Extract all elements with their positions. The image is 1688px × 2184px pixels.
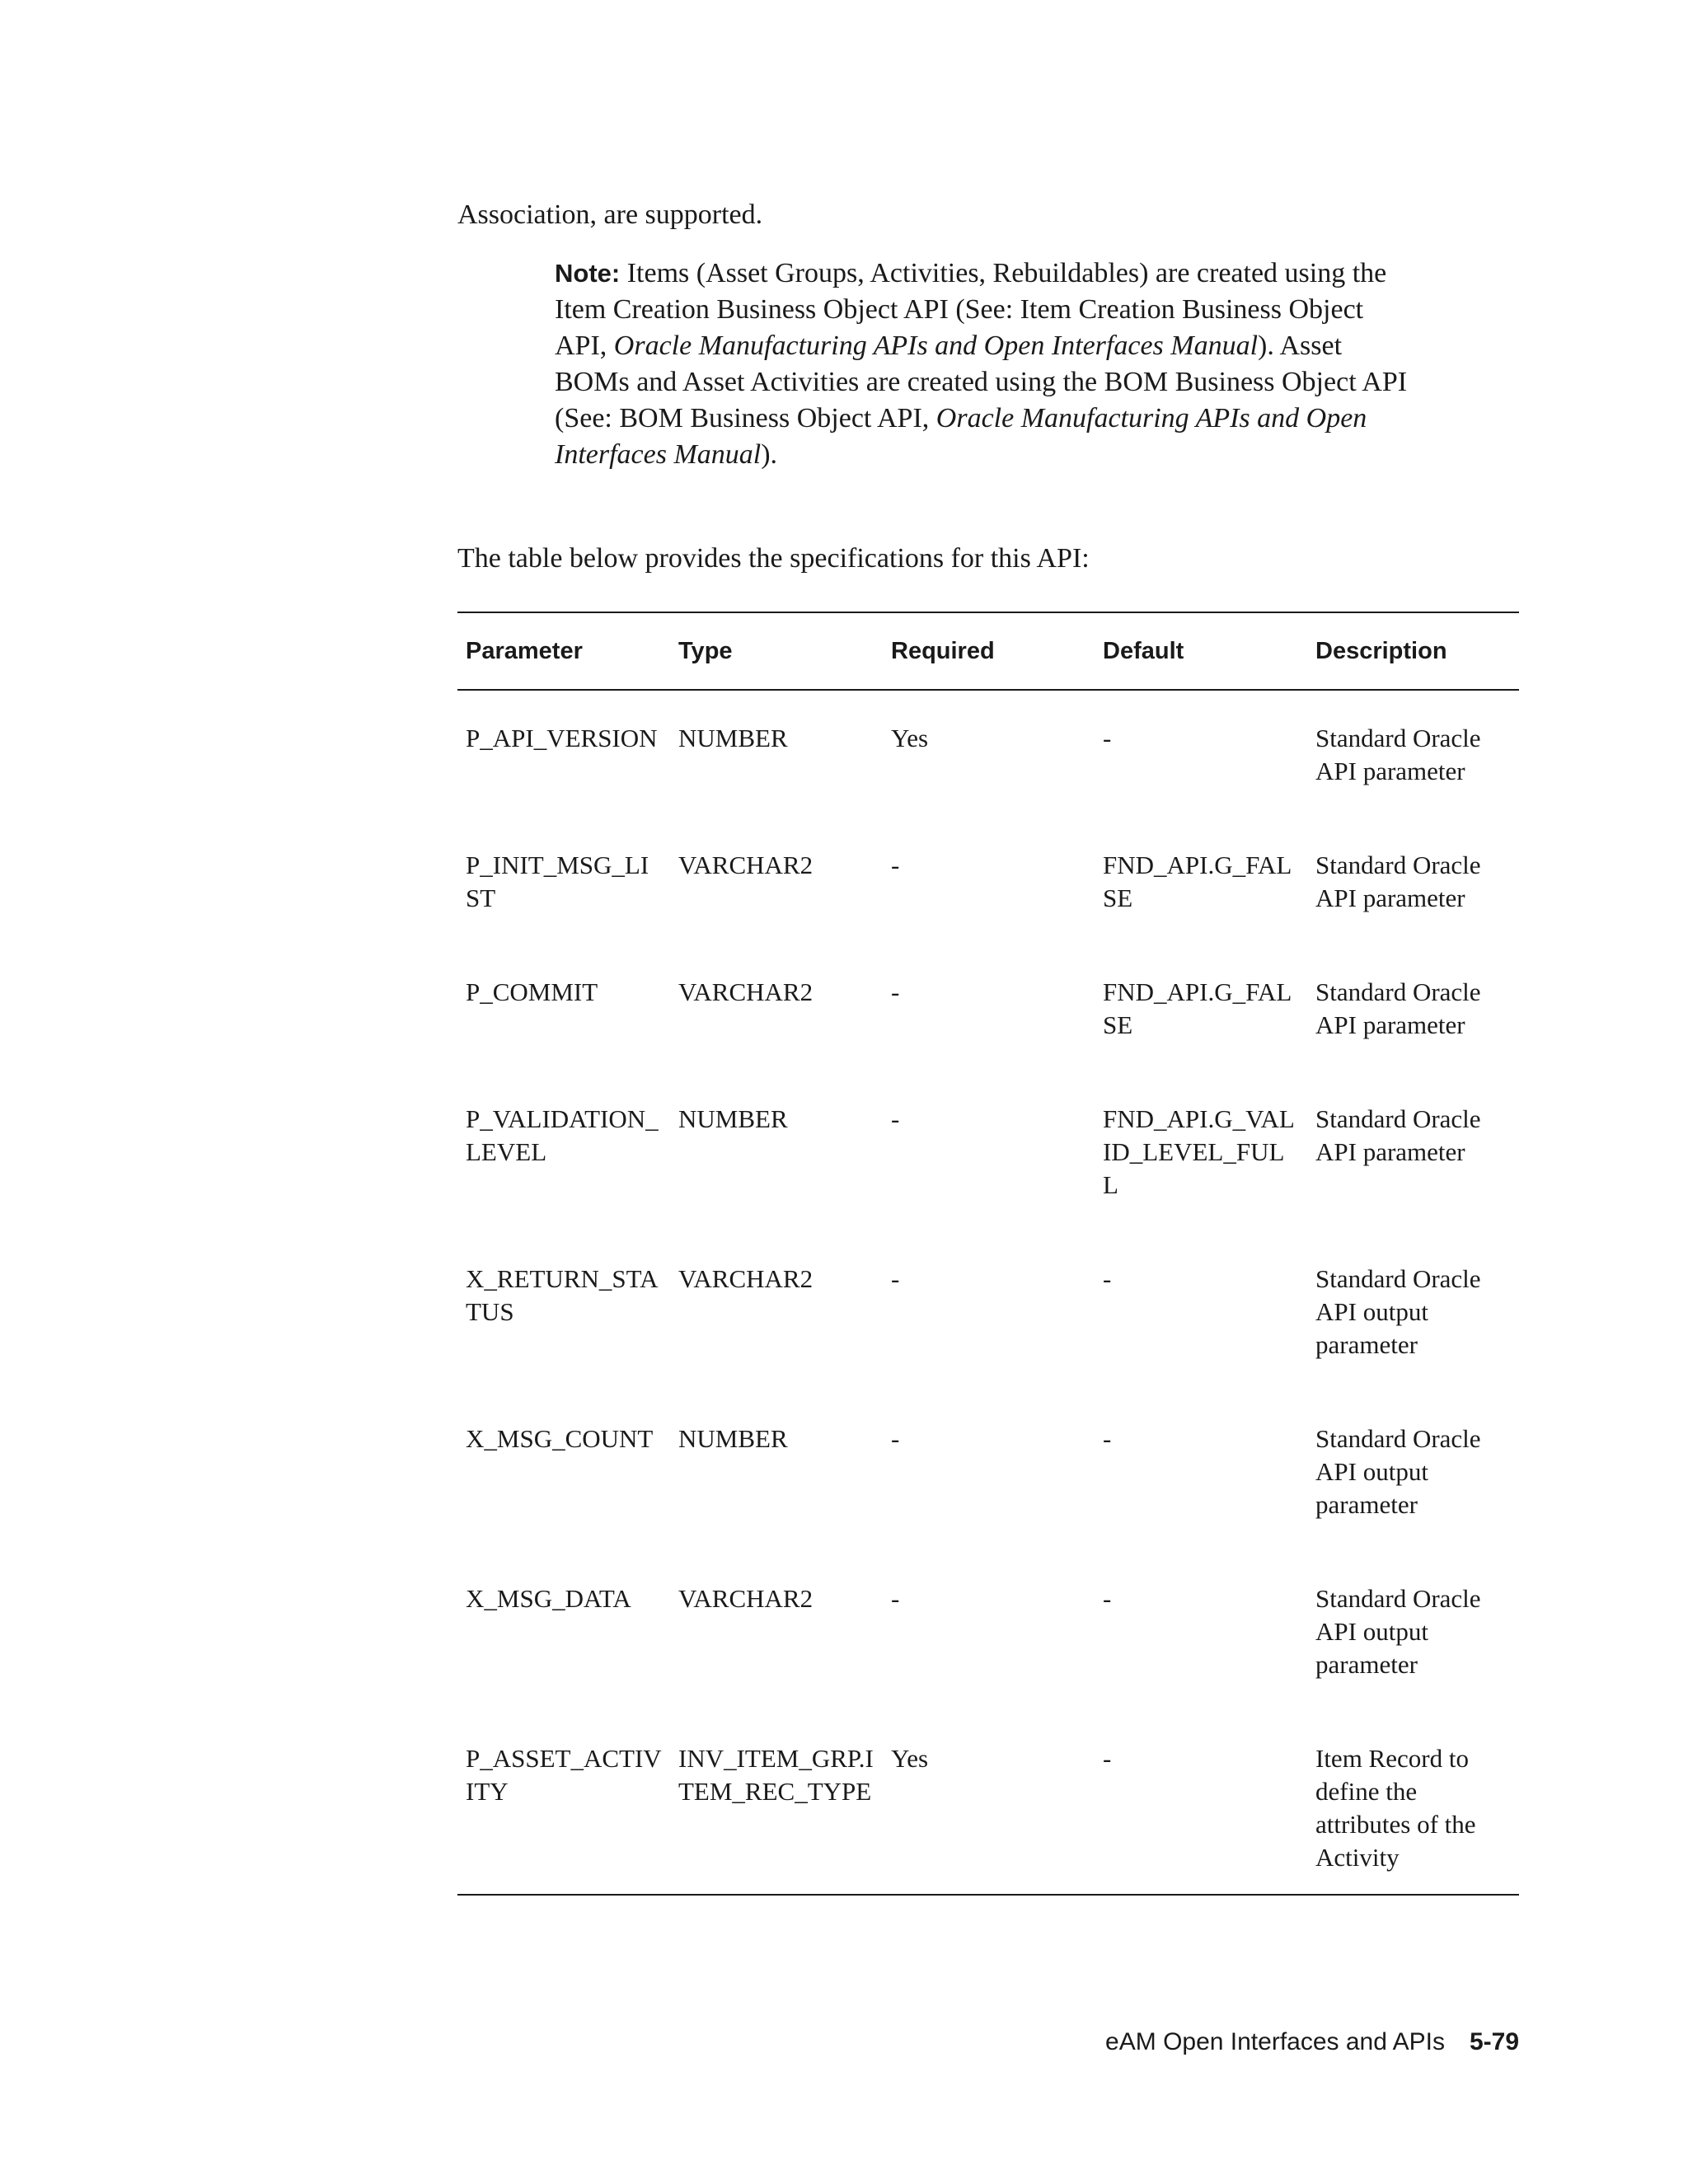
cell-required: -	[891, 1104, 900, 1133]
note-text-1: Items (Asset Groups, Activities, Rebuildables) are created using the Item Creation Business Object API (See: Item Creation Business Object API,	[555, 258, 1387, 361]
cell-default: -	[1103, 1584, 1112, 1613]
table-header-row	[457, 612, 1519, 690]
note-reference-2: Oracle Manufacturing APIs and Open Interfaces Manual	[555, 403, 1367, 470]
footer-title: eAM Open Interfaces and APIs	[1105, 2028, 1445, 2055]
note-block	[555, 255, 1412, 473]
cell-description: Standard Oracle API parameter	[1315, 1104, 1481, 1166]
cell-required: -	[891, 1424, 900, 1453]
cell-parameter: P_INIT_MSG_LIST	[466, 851, 649, 912]
page-footer	[1105, 2026, 1519, 2059]
cell-parameter: P_COMMIT	[466, 977, 598, 1006]
cell-description: Standard Oracle API parameter	[1315, 851, 1481, 912]
table-intro: The table below provides the specifications for this API:	[457, 543, 1090, 574]
note-text-2: ). Asset BOMs and Asset Activities are created using the BOM Business Object API (See: BOM Business Object API,	[555, 330, 1408, 434]
cell-required: -	[891, 1584, 900, 1613]
cell-type: VARCHAR2	[678, 1264, 814, 1293]
cell-default: -	[1103, 1424, 1112, 1453]
table-row	[457, 1244, 1519, 1404]
page-number: 5-79	[1469, 2028, 1519, 2055]
cell-parameter: P_ASSET_ACTIVITY	[457, 1724, 670, 1895]
cell-default: FND_API.G_FALSE	[1103, 977, 1292, 1039]
cell-description: Standard Oracle API output parameter	[1315, 1584, 1481, 1679]
cell-required: Yes	[891, 724, 929, 752]
cell-required: -	[891, 851, 900, 879]
header-default: Default	[1095, 612, 1307, 690]
cell-type: VARCHAR2	[678, 851, 814, 879]
cell-required: -	[891, 1264, 900, 1293]
header-type: Type	[670, 612, 883, 690]
table-row	[457, 1724, 1519, 1895]
cell-default: FND_API.G_VALID_LEVEL_FULL	[1103, 1104, 1295, 1199]
cell-description: Standard Oracle API parameter	[1315, 977, 1481, 1039]
cell-required: -	[891, 977, 900, 1006]
cell-parameter: P_VALIDATION_LEVEL	[466, 1104, 659, 1166]
cell-default: -	[1103, 724, 1112, 752]
cell-description: Standard Oracle API output parameter	[1315, 1264, 1481, 1359]
header-parameter: Parameter	[457, 612, 670, 690]
cell-type: NUMBER	[678, 1104, 788, 1133]
cell-default: -	[1095, 1724, 1307, 1895]
table-row	[457, 690, 1519, 831]
table-row	[457, 1085, 1519, 1244]
cell-description: Standard Oracle API parameter	[1315, 724, 1481, 785]
cell-parameter: X_RETURN_STATUS	[466, 1264, 659, 1326]
note-reference-1: Oracle Manufacturing APIs and Open Interfaces Manual	[613, 330, 1259, 361]
table-row	[457, 831, 1519, 958]
api-spec-table	[457, 612, 1519, 1896]
table-row	[457, 1404, 1519, 1564]
note-text-3: ).	[761, 439, 778, 470]
cell-type: NUMBER	[678, 1424, 788, 1453]
cell-type: INV_ITEM_GRP.ITEM_REC_TYPE	[670, 1724, 883, 1895]
cell-type: NUMBER	[678, 724, 788, 752]
table-row	[457, 1564, 1519, 1724]
header-description: Description	[1307, 612, 1519, 690]
note-label: Note:	[555, 259, 621, 288]
header-required: Required	[883, 612, 1095, 690]
intro-line: Association, are supported.	[457, 199, 763, 230]
cell-description: Item Record to define the attributes of the Activity	[1307, 1724, 1519, 1895]
cell-parameter: X_MSG_COUNT	[466, 1424, 654, 1453]
cell-default: FND_API.G_FALSE	[1103, 851, 1292, 912]
cell-required: Yes	[883, 1724, 1095, 1895]
cell-parameter: X_MSG_DATA	[466, 1584, 631, 1613]
cell-type: VARCHAR2	[678, 1584, 814, 1613]
table-row	[457, 958, 1519, 1085]
cell-parameter: P_API_VERSION	[466, 724, 658, 752]
cell-default: -	[1103, 1264, 1112, 1293]
cell-type: VARCHAR2	[678, 977, 814, 1006]
cell-description: Standard Oracle API output parameter	[1315, 1424, 1481, 1519]
